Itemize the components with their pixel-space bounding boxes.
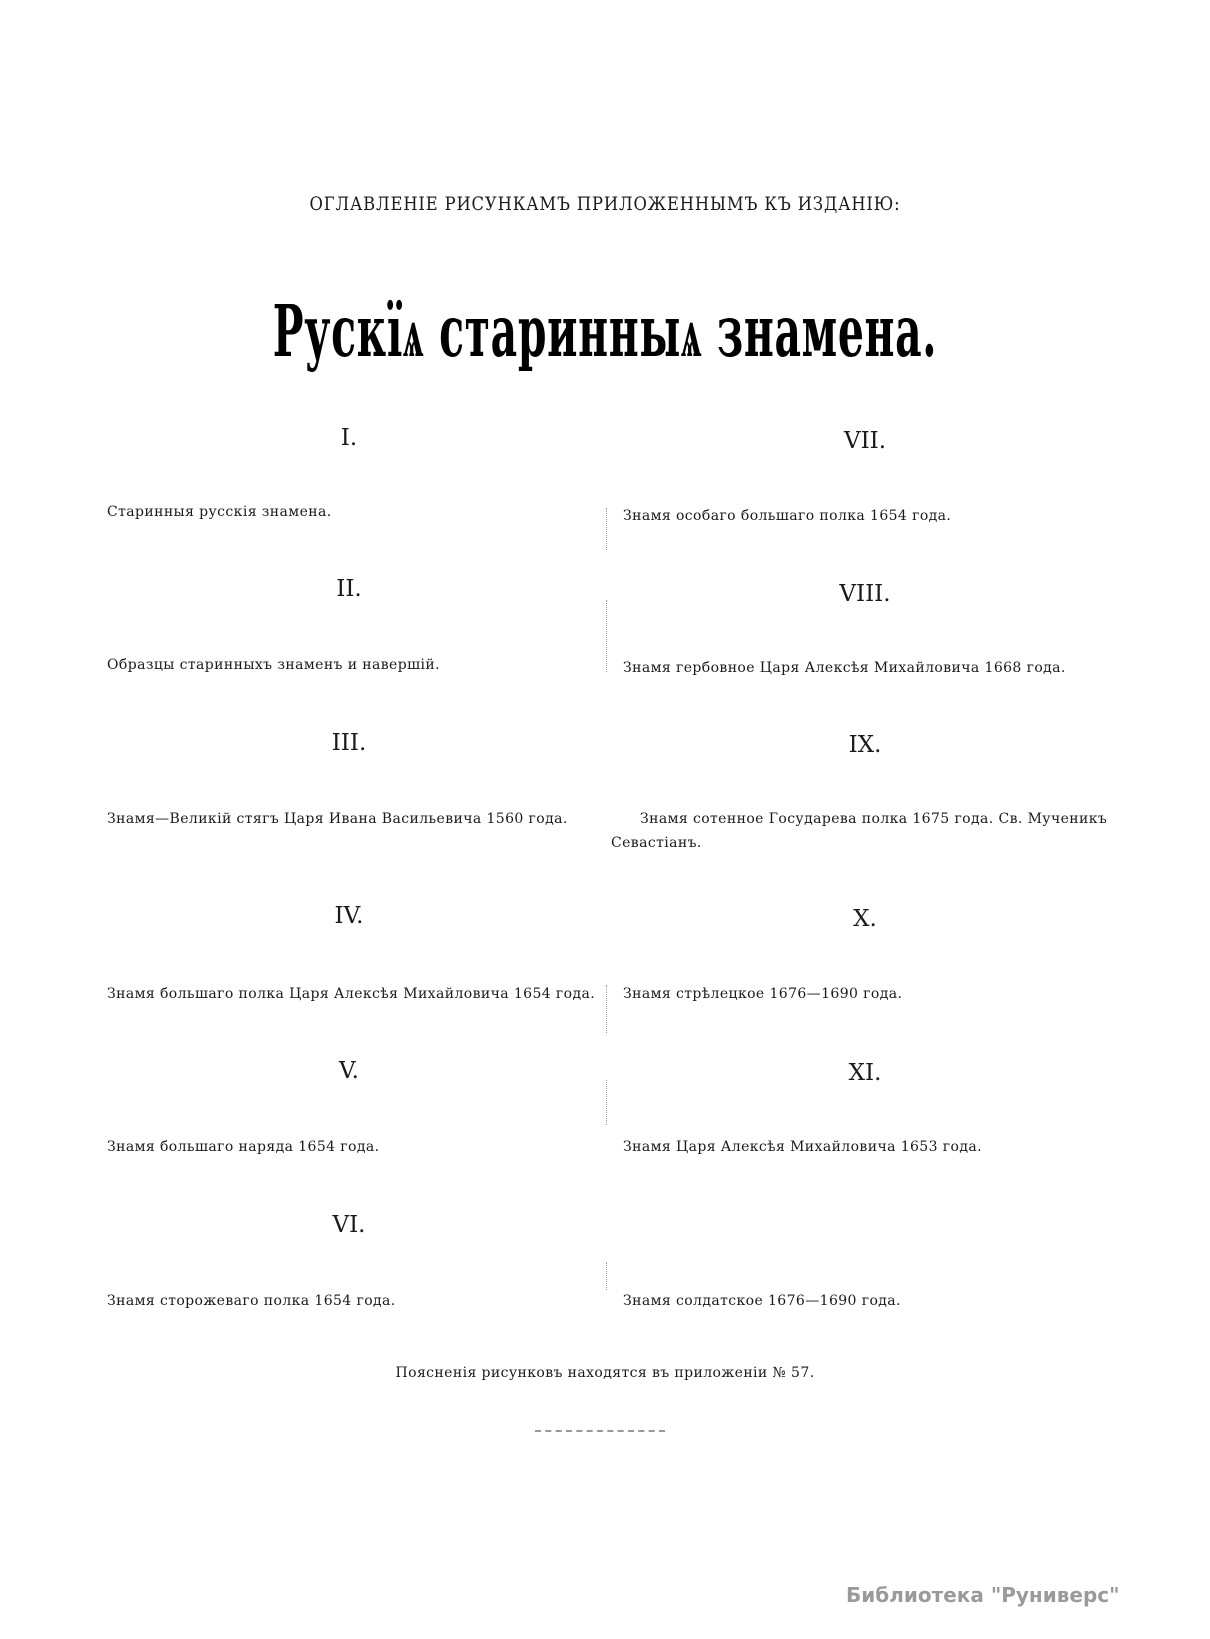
left-entry-1: Старинныя русскія знамена.	[107, 504, 332, 520]
left-entry-6: Знамя сторожеваго полка 1654 года.	[107, 1293, 396, 1309]
explanation-note: Поясненія рисунковъ находятся въ приложеніи № 57.	[395, 1365, 815, 1381]
column-divider-mark	[606, 600, 607, 672]
left-numeral-3: III.	[331, 730, 367, 756]
column-divider-mark	[606, 508, 607, 550]
left-numeral-4: IV.	[334, 903, 364, 929]
left-numeral-5: V.	[339, 1058, 359, 1084]
left-numeral-6: VI.	[332, 1212, 366, 1238]
page-heading: ОГЛАВЛЕНІЕ РИСУНКАМЪ ПРИЛОЖЕННЫМЪ КЪ ИЗДАНІЮ:	[309, 193, 901, 215]
right-entry-9: Знамя сотенное Государева полка 1675 года. Св. Мученикъ Севастіанъ.	[611, 811, 1108, 851]
left-entry-3: Знамя—Великій стягъ Царя Ивана Васильевича 1560 года.	[107, 811, 568, 827]
column-divider-mark	[606, 1080, 607, 1125]
left-entry-5: Знамя большаго наряда 1654 года.	[107, 1139, 380, 1155]
right-entry-11: Знамя Царя Алексѣя Михайловича 1653 года.	[623, 1139, 982, 1155]
left-numeral-2: II.	[336, 576, 362, 602]
right-entry-7: Знамя особаго большаго полка 1654 года.	[623, 508, 952, 524]
right-entry-12: Знамя солдатское 1676—1690 года.	[623, 1293, 901, 1309]
decorative-rule	[535, 1430, 665, 1436]
left-entry-2: Образцы старинныхъ знаменъ и навершій.	[107, 657, 440, 673]
right-entry-8: Знамя гербовное Царя Алексѣя Михайловича 1668 года.	[623, 660, 1066, 676]
right-numeral-11: XI.	[848, 1060, 882, 1086]
right-numeral-7: VII.	[843, 428, 887, 454]
page-title: Рускїѧ старинныѧ знамена.	[272, 289, 938, 374]
right-entry-10: Знамя стрѣлецкое 1676—1690 года.	[623, 986, 903, 1002]
right-numeral-9: IX.	[848, 732, 882, 758]
left-numeral-1: I.	[340, 425, 358, 451]
column-divider-mark	[606, 1262, 607, 1290]
right-numeral-8: VIII.	[839, 581, 891, 607]
left-entry-4: Знамя большаго полка Царя Алексѣя Михайловича 1654 года.	[107, 986, 596, 1002]
right-numeral-10: X.	[853, 906, 877, 932]
library-watermark: Библиотека "Руниверс"	[846, 1583, 1120, 1607]
column-divider-mark	[606, 985, 607, 1033]
